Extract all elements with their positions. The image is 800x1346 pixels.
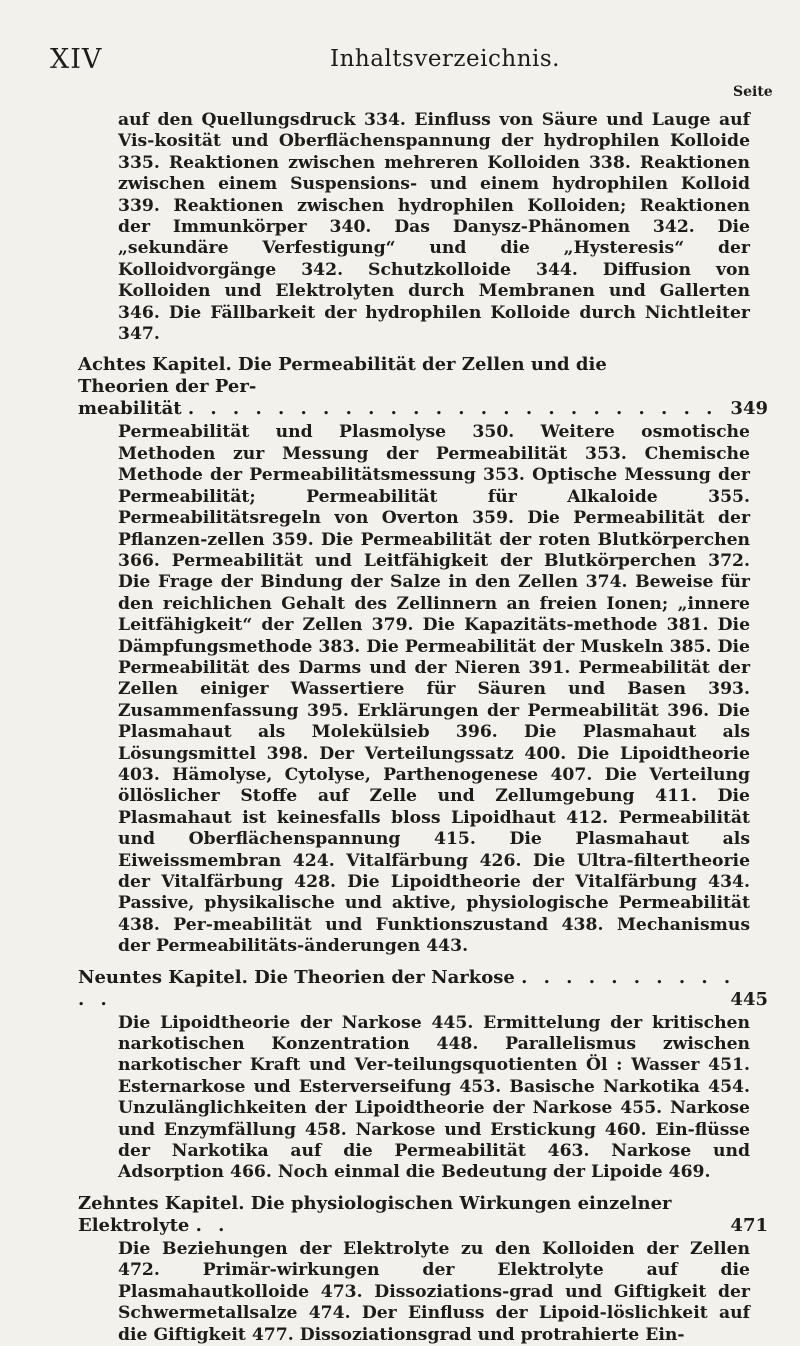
page-number: XIV	[50, 44, 103, 75]
chapter-8-heading	[78, 354, 768, 420]
chapter-9-page: 445	[730, 988, 768, 1010]
chapter-8-body: Permeabilität und Plasmolyse 350. Weitere osmotische Methoden zur Messung der Permeabilität 353. Chemische Methode der Permeabilitätsmessung 353. Optische Messung der Permeabilität; Permeabilität für Alkaloide 355. Permeabilitätsregeln von Overton 359. Die Permeabilität der Pflanzen-zellen 359. Die Permeabilität der roten Blutkörperchen 366. Permeabilität und Leitfähigkeit der Blutkörperchen 372. Die Frage der Bindung der Salze in den Zellen 374. Beweise für den reichlichen Gehalt des Zellinnern an freien Ionen; „innere Leitfähigkeit“ der Zellen 379. Die Kapazitäts-methode 381. Die Dämpfungsmethode 383. Die Permeabilität der Muskeln 385. Die Permeabilität des Darms und der Nieren 391. Permeabilität der Zellen einiger Wassertiere für Säuren und Basen 393. Zusammenfassung 395. Erklärungen der Permeabilität 396. Die Plasmahaut als Molekülsieb 396. Die Plasmahaut als Lösungsmittel 398. Der Verteilungssatz 400. Die Lipoidtheorie 403. Hämolyse, Cytolyse, Parthenogenese 407. Die Verteilung öllöslicher Stoffe auf Zelle und Zellumgebung 411. Die Plasmahaut ist keinesfalls bloss Lipoidhaut 412. Permeabilität und Oberflächenspannung 415. Die Plasmahaut als Eiweissmembran 424. Vitalfärbung 426. Die Ultra-filtertheorie der Vitalfärbung 428. Die Lipoidtheorie der Vitalfärbung 434. Passive, physikalische und aktive, physiologische Permeabilität 438. Per-meabilität und Funktionszustand 438. Mechanismus der Permeabilitäts-änderungen 443.	[118, 422, 750, 957]
chapter-8-title-line2: meabilität	[78, 398, 182, 420]
chapter-10-leader: . .	[195, 1214, 230, 1236]
seite-label: Seite	[733, 84, 773, 100]
chapter-9-leader: . . . . . . . . . . . .	[78, 966, 736, 1010]
chapter-10-title: Zehntes Kapitel. Die physiologischen Wirkungen einzelner Elektrolyte	[78, 1192, 672, 1236]
chapter-10-heading	[78, 1192, 768, 1237]
chapter-9-title: Neuntes Kapitel. Die Theorien der Narkose	[78, 966, 515, 988]
chapter-9-heading	[78, 966, 768, 1011]
intro-paragraph: auf den Quellungsdruck 334. Einfluss von Säure und Lauge auf Vis-kosität und Oberflächenspannung der hydrophilen Kolloide 335. Reaktionen zwischen mehreren Kolloiden 338. Reaktionen zwischen einem Suspensions- und einem hydrophilen Kolloid 339. Reaktionen zwischen hydrophilen Kolloiden; Reaktionen der Immunkörper 340. Das Danysz-Phänomen 342. Die „sekundäre Verfestigung“ und die „Hysteresis“ der Kolloidvorgänge 342. Schutzkolloide 344. Diffusion von Kolloiden und Elektrolyten durch Membranen und Gallerten 346. Die Fällbarkeit der hydrophilen Kolloide durch Nichtleiter 347.	[118, 110, 750, 345]
chapter-10-page: 471	[730, 1214, 768, 1236]
chapter-8-page: 349	[730, 398, 768, 420]
toc-content	[78, 110, 768, 1346]
chapter-9-body: Die Lipoidtheorie der Narkose 445. Ermittelung der kritischen narkotischen Konzentration 448. Parallelismus zwischen narkotischer Kraft und Ver-teilungsquotienten Öl : Wasser 451. Esternarkose und Esterverseifung 453. Basische Narkotika 454. Unzulänglichkeiten der Lipoidtheorie der Narkose 455. Narkose und Enzymfällung 458. Narkose und Erstickung 460. Ein-flüsse der Narkotika auf die Permeabilität 463. Narkose und Adsorption 466. Noch einmal die Bedeutung der Lipoide 469.	[118, 1012, 750, 1183]
chapter-8-title-line1: Achtes Kapitel. Die Permeabilität der Zellen und die Theorien der Per-	[78, 354, 607, 398]
running-title: Inhaltsverzeichnis.	[330, 46, 560, 72]
chapter-10-body: Die Beziehungen der Elektrolyte zu den Kolloiden der Zellen 472. Primär-wirkungen der Elektrolyte auf die Plasmahautkolloide 473. Dissoziations-grad und Giftigkeit der Schwermetallsalze 474. Der Einfluss der Lipoid-löslichkeit auf die Giftigkeit 477. Dissoziationsgrad und protrahierte Ein-	[118, 1238, 750, 1345]
chapter-8-leader: . . . . . . . . . . . . . . . . . . . . . . . .	[187, 398, 718, 420]
